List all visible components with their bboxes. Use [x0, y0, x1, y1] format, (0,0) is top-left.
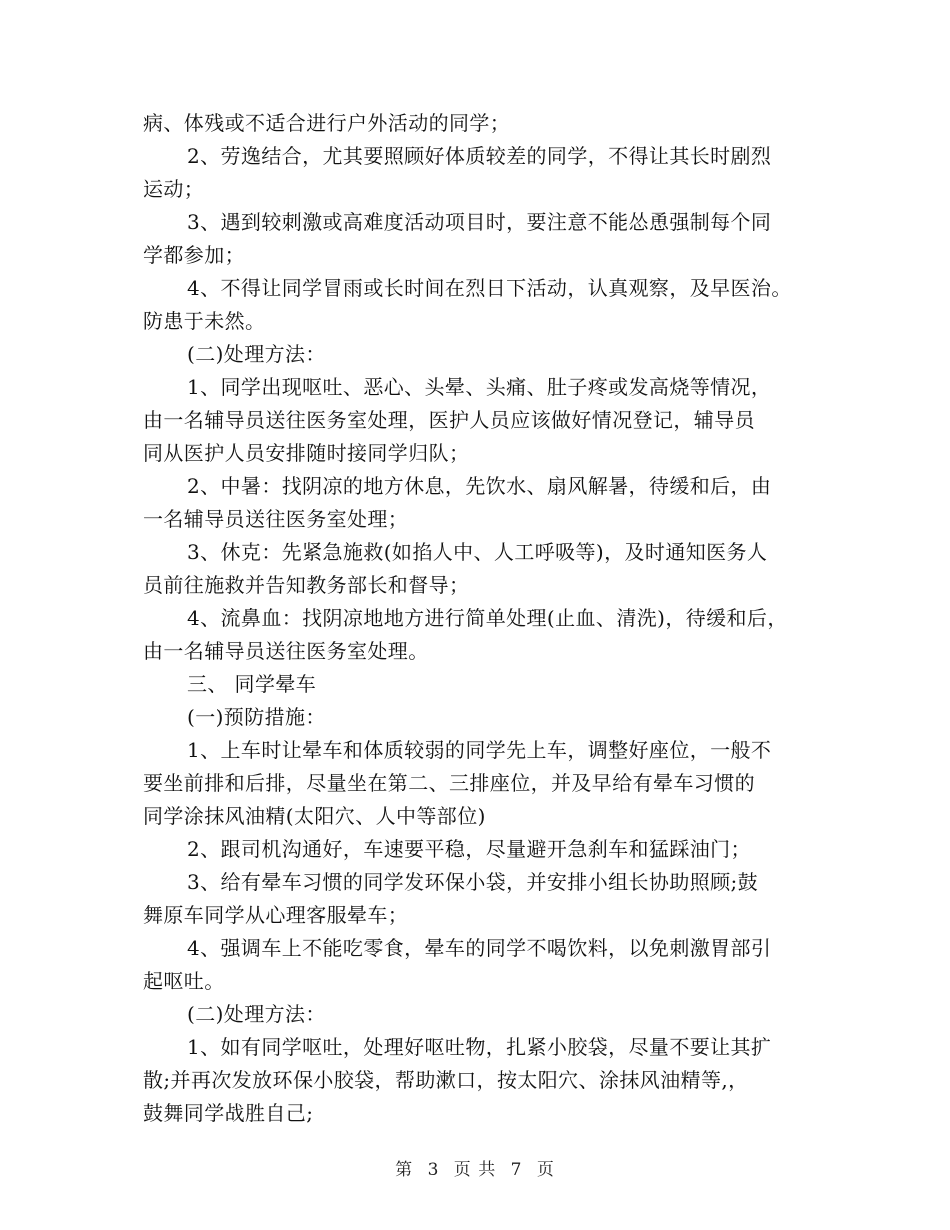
- text-line: 3、遇到较刺激或高难度活动项目时，要注意不能怂恿强制每个同: [187, 210, 772, 234]
- text-line: 同学涂抹风油精(太阳穴、人中等部位): [143, 804, 486, 828]
- text-line: (二)处理方法：: [187, 1002, 326, 1026]
- text-line: 一名辅导员送往医务室处理；: [143, 507, 409, 531]
- text-line: (二)处理方法：: [187, 342, 326, 366]
- text-line: 1、上车时让晕车和体质较弱的同学先上车，调整好座位，一般不: [187, 738, 772, 762]
- text-line: 2、跟司机沟通好，车速要平稳，尽量避开急刹车和猛踩油门；: [187, 837, 751, 861]
- text-line: 舞原车同学从心理客服晕车；: [143, 903, 409, 927]
- footer-current-page: 3: [427, 1160, 440, 1180]
- text-line: 1、如有同学呕吐，处理好呕吐物，扎紧小胶袋，尽量不要让其扩: [187, 1035, 772, 1059]
- text-line: 鼓舞同学战胜自己;: [143, 1101, 314, 1125]
- text-line: 3、给有晕车习惯的同学发环保小袋，并安排小组长协助照顾;鼓: [187, 870, 759, 894]
- text-line: 2、劳逸结合，尤其要照顾好体质较差的同学，不得让其长时剧烈: [187, 144, 772, 168]
- footer-total-pages: 7: [510, 1160, 523, 1180]
- text-line: 运动；: [143, 177, 205, 201]
- text-line: 三、 同学晕车: [187, 672, 317, 696]
- text-line: 同从医护人员安排随时接同学归队；: [143, 441, 470, 465]
- text-line: 员前往施救并告知教务部长和督导；: [143, 573, 470, 597]
- text-line: 2、中暑：找阴凉的地方休息，先饮水、扇风解暑，待缓和后，由: [187, 474, 772, 498]
- footer-prefix: 第: [395, 1160, 414, 1180]
- text-line: 4、不得让同学冒雨或长时间在烈日下活动，认真观察，及早医治。: [187, 276, 792, 300]
- text-line: 4、流鼻血：找阴凉地地方进行简单处理(止血、清洗)，待缓和后，: [187, 606, 788, 630]
- text-line: 散;并再次发放环保小胶袋，帮助漱口，按太阳穴、涂抹风油精等,，: [143, 1068, 749, 1092]
- text-line: 由一名辅导员送往医务室处理。: [143, 639, 429, 663]
- text-line: (一)预防措施：: [187, 705, 326, 729]
- text-line: 要坐前排和后排，尽量坐在第二、三排座位，并及早给有晕车习惯的: [143, 771, 755, 795]
- text-line: 由一名辅导员送往医务室处理，医护人员应该做好情况登记，辅导员: [143, 408, 755, 432]
- text-line: 3、休克：先紧急施救(如掐人中、人工呼吸等)，及时通知医务人: [187, 540, 768, 564]
- text-line: 起呕吐。: [143, 969, 225, 993]
- text-line: 防患于未然。: [143, 309, 266, 333]
- text-line: 1、同学出现呕吐、恶心、头晕、头痛、肚子疼或发高烧等情况，: [187, 375, 772, 399]
- page-footer: [0, 1155, 950, 1180]
- footer-suffix: 页: [536, 1160, 555, 1180]
- document-body: [143, 107, 823, 1130]
- text-line: 病、体残或不适合进行户外活动的同学；: [143, 111, 511, 135]
- text-line: 学都参加；: [143, 243, 245, 267]
- text-line: 4、强调车上不能吃零食，晕车的同学不喝饮料，以免刺激胃部引: [187, 936, 772, 960]
- footer-middle: 页 共: [453, 1160, 497, 1180]
